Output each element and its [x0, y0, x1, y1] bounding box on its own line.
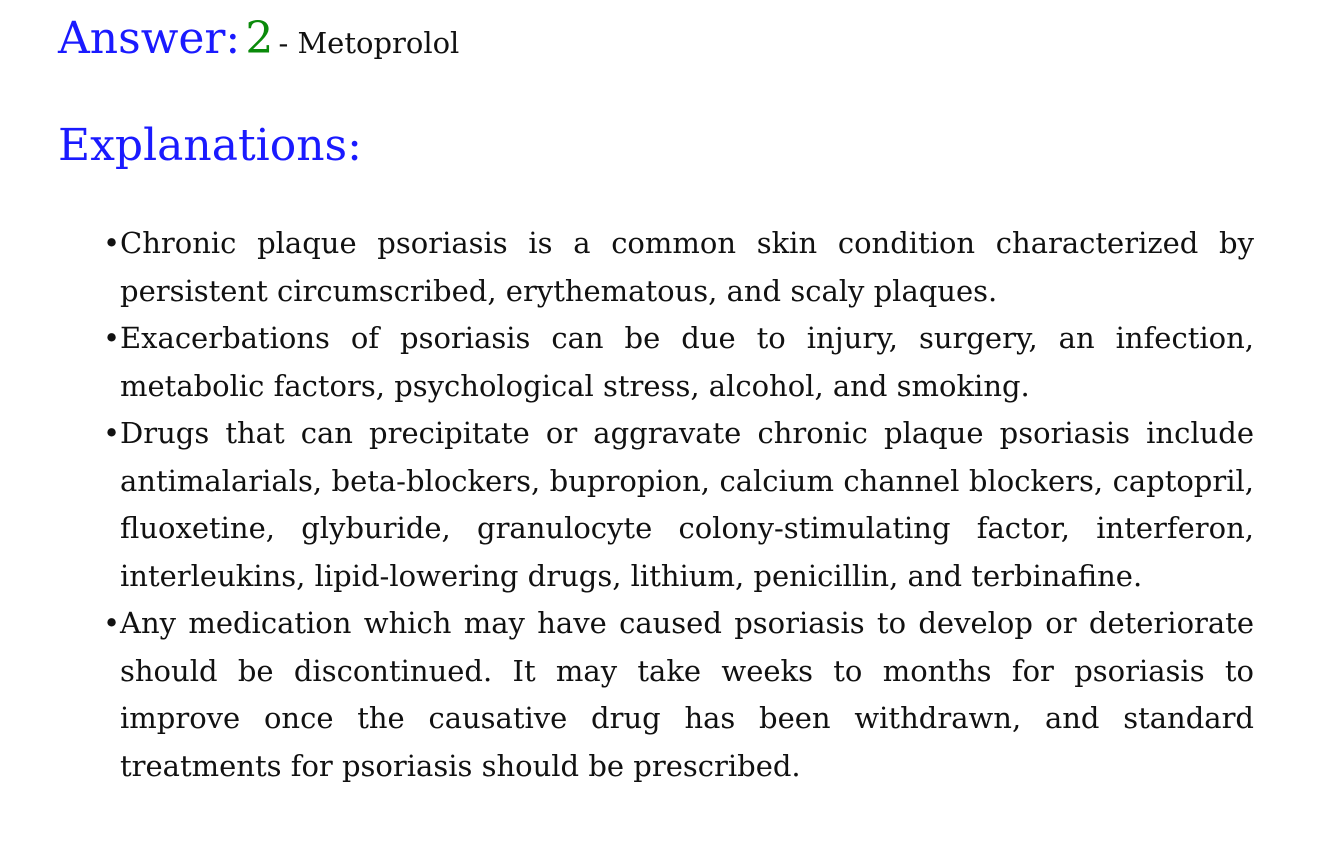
explanation-list [103, 220, 1254, 790]
explanation-text: Chronic plaque psoriasis is a common skin condition characterized by persistent circumscribed, erythematous, and scaly plaques. [120, 226, 1254, 308]
explanation-item [103, 220, 1254, 315]
answer-label: Answer: [58, 13, 241, 64]
explanations-heading: Explanations: [58, 120, 362, 171]
answer-line [58, 8, 459, 79]
explanation-text: Drugs that can precipitate or aggravate chronic plaque psoriasis include antimalarials, beta-blockers, bupropion, calcium channel blockers, captopril, fluoxetine, glyburide, granulocyte colony-stimulating factor, interferon, interleukins, lipid-lowering drugs, lithium, penicillin, and terbinafine. [120, 416, 1254, 593]
answer-number: 2 [245, 13, 274, 64]
explanation-text: Exacerbations of psoriasis can be due to injury, surgery, an infection, metabolic factors, psychological stress, alcohol, and smoking. [120, 321, 1254, 403]
bullet-icon: • [103, 606, 121, 640]
bullet-icon: • [103, 416, 121, 450]
explanation-item [103, 600, 1254, 790]
explanation-text: Any medication which may have caused psoriasis to develop or deteriorate should be discontinued. It may take weeks to months for psoriasis to improve once the causative drug has been withdrawn, and standard treatments for psoriasis should be prescribed. [120, 606, 1254, 783]
answer-drug: - Metoprolol [278, 26, 460, 60]
bullet-icon: • [103, 226, 121, 260]
bullet-icon: • [103, 321, 121, 355]
explanation-item [103, 410, 1254, 600]
explanation-item [103, 315, 1254, 410]
